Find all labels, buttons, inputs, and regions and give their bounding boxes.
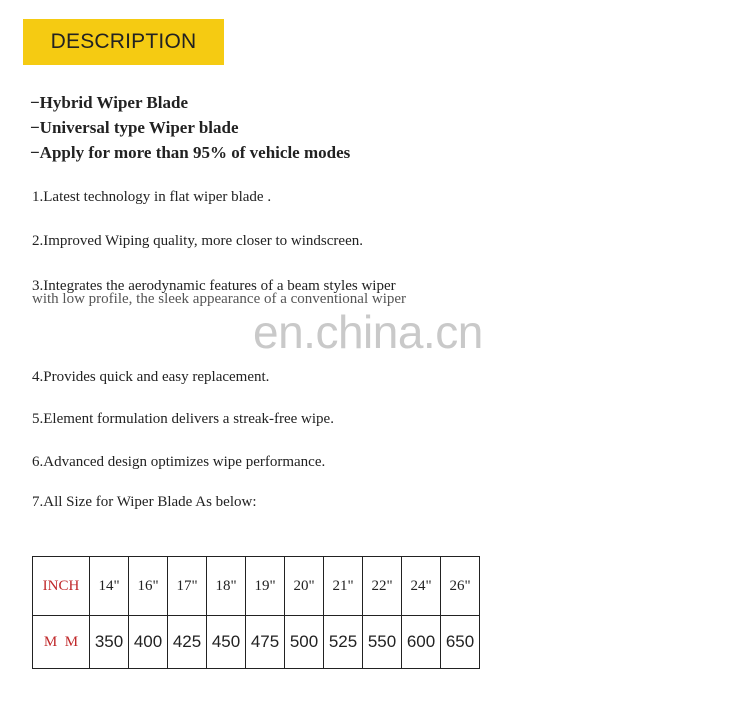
inch-row: [33, 557, 480, 616]
item-6: 6.Advanced design optimizes wipe performance.: [32, 454, 326, 470]
mm-cell: 600: [402, 616, 441, 669]
mm-cell: 550: [363, 616, 402, 669]
mm-cell: 425: [168, 616, 207, 669]
inch-cell: 17": [168, 557, 207, 616]
mm-cell: 450: [207, 616, 246, 669]
watermark: en.china.cn: [253, 306, 483, 358]
inch-cell: 18": [207, 557, 246, 616]
mm-cell: 400: [129, 616, 168, 669]
item-7: 7.All Size for Wiper Blade As below:: [32, 494, 257, 510]
item-4: 4.Provides quick and easy replacement.: [32, 369, 270, 385]
mm-cell: 500: [285, 616, 324, 669]
inch-cell: 26": [441, 557, 480, 616]
inch-cell: 21": [324, 557, 363, 616]
mm-cell: 650: [441, 616, 480, 669]
mm-cell: 350: [90, 616, 129, 669]
mm-cell: 525: [324, 616, 363, 669]
mm-cell: 475: [246, 616, 285, 669]
inch-cell: 24": [402, 557, 441, 616]
feature-vehicle-modes: −Apply for more than 95% of vehicle modes: [30, 143, 351, 162]
item-5: 5.Element formulation delivers a streak-free wipe.: [32, 411, 334, 427]
description-title: DESCRIPTION: [50, 30, 197, 53]
inch-label: INCH: [33, 557, 90, 616]
size-table: [32, 556, 480, 669]
inch-cell: 14": [90, 557, 129, 616]
feature-hybrid: −Hybrid Wiper Blade: [30, 93, 188, 112]
item-1: 1.Latest technology in flat wiper blade .: [32, 189, 272, 205]
obscured-text-line: with low profile, the sleek appearance of a conventional wiper: [32, 291, 407, 307]
mm-label: M M: [33, 616, 90, 669]
feature-universal: −Universal type Wiper blade: [30, 118, 239, 137]
inch-cell: 22": [363, 557, 402, 616]
inch-cell: 20": [285, 557, 324, 616]
item-3: 3.Integrates the aerodynamic features of a beam styles wiper: [32, 278, 396, 294]
description-badge: [23, 19, 224, 65]
inch-cell: 19": [246, 557, 285, 616]
item-2: 2.Improved Wiping quality, more closer to windscreen.: [32, 233, 363, 249]
inch-cell: 16": [129, 557, 168, 616]
mm-row: [33, 616, 480, 669]
